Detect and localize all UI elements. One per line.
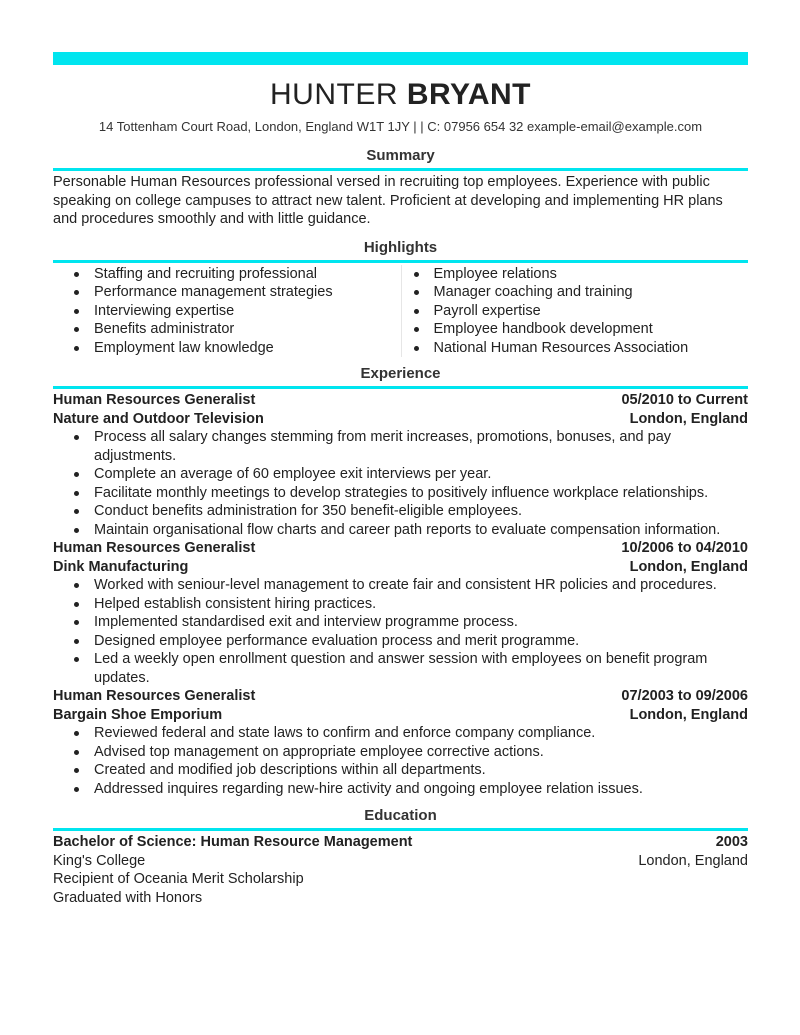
job-dates: 10/2006 to 04/2010 <box>621 540 748 556</box>
highlight-item: Staffing and recruiting professional <box>53 265 401 284</box>
highlights-right-column <box>401 265 749 358</box>
job-company-row <box>53 706 748 725</box>
job-header <box>53 391 748 410</box>
company-name: Bargain Shoe Emporium <box>53 706 223 723</box>
job-company-row <box>53 558 748 577</box>
job-header <box>53 539 748 558</box>
job-entry <box>53 391 748 539</box>
school-location: London, England <box>638 852 748 869</box>
highlight-item: Employee handbook development <box>402 320 749 339</box>
job-bullet: Process all salary changes stemming from merit increases, promotions, bonuses, and pay adjustments. <box>53 428 748 465</box>
job-bullet: Implemented standardised exit and interview programme process. <box>53 613 748 632</box>
candidate-name <box>53 78 748 112</box>
job-bullet: Worked with seniour-level management to create fair and consistent HR policies and procedures. <box>53 576 748 595</box>
job-title: Human Resources Generalist <box>53 392 256 408</box>
school-name: King's College <box>53 852 146 869</box>
education-heading: Education <box>53 807 748 831</box>
education-note: Graduated with Honors <box>53 889 203 906</box>
job-location: London, England <box>629 558 748 575</box>
experience-heading: Experience <box>53 365 748 389</box>
company-name: Nature and Outdoor Television <box>53 410 264 427</box>
highlights-columns <box>53 265 748 358</box>
degree-field: Human Resource Management <box>200 834 413 850</box>
last-name: BRYANT <box>406 78 531 111</box>
degree-row <box>53 833 748 852</box>
job-entry <box>53 539 748 687</box>
degree-name: Bachelor of Science <box>53 834 192 850</box>
job-bullet: Addressed inquires regarding new-hire activity and ongoing employee relation issues. <box>53 780 748 799</box>
contact-line: 14 Tottenham Court Road, London, England W1T 1JY | | C: 07956 654 32 example-email@example.com <box>98 119 703 134</box>
job-dates: 05/2010 to Current <box>621 392 748 408</box>
job-bullet: Advised top management on appropriate employee corrective actions. <box>53 743 748 762</box>
job-title: Human Resources Generalist <box>53 540 256 556</box>
summary-heading: Summary <box>53 147 748 171</box>
education-note: Recipient of Oceania Merit Scholarship <box>53 871 304 887</box>
job-bullet: Complete an average of 60 employee exit interviews per year. <box>53 465 748 484</box>
summary-text: Personable Human Resources professional versed in recruiting top employees. Experience with public speaking on college campuses to attract new talent. Proficient at developing and implementing HR plans and procedures smoothly and with little guidance. <box>53 174 723 227</box>
degree-line: Bachelor of Science: Human Resource Management <box>53 834 413 850</box>
job-bullet: Reviewed federal and state laws to confirm and enforce company compliance. <box>53 724 748 743</box>
job-company-row <box>53 410 748 429</box>
highlight-item: Employee relations <box>402 265 749 284</box>
job-bullet: Facilitate monthly meetings to develop strategies to positively influence workplace relationships. <box>53 484 748 503</box>
company-name: Dink Manufacturing <box>53 558 189 575</box>
highlights-heading: Highlights <box>53 239 748 263</box>
highlight-item: Performance management strategies <box>53 283 401 302</box>
job-bullet: Conduct benefits administration for 350 benefit-eligible employees. <box>53 502 748 521</box>
school-row <box>53 852 748 871</box>
job-bullet: Designed employee performance evaluation process and merit programme. <box>53 632 748 651</box>
job-dates: 07/2003 to 09/2006 <box>621 688 748 704</box>
job-bullet: Led a weekly open enrollment question and answer session with employees on benefit program updates. <box>53 650 748 687</box>
first-name: HUNTER <box>270 78 398 111</box>
highlight-item: Interviewing expertise <box>53 302 401 321</box>
highlight-item: National Human Resources Association <box>402 339 749 358</box>
job-entry <box>53 687 748 798</box>
highlight-item: Manager coaching and training <box>402 283 749 302</box>
highlight-item: Employment law knowledge <box>53 339 401 358</box>
graduation-year: 2003 <box>715 834 748 850</box>
job-title: Human Resources Generalist <box>53 688 256 704</box>
education-entry <box>53 833 748 907</box>
top-accent-bar <box>53 52 748 65</box>
job-location: London, England <box>629 410 748 427</box>
highlights-left-column <box>53 265 401 358</box>
job-header <box>53 687 748 706</box>
highlight-item: Benefits administrator <box>53 320 401 339</box>
job-bullet: Helped establish consistent hiring practices. <box>53 595 748 614</box>
job-location: London, England <box>629 706 748 723</box>
job-bullet: Created and modified job descriptions within all departments. <box>53 761 748 780</box>
resume-page <box>53 78 748 907</box>
job-bullet: Maintain organisational flow charts and career path reports to evaluate compensation information. <box>53 521 748 540</box>
highlight-item: Payroll expertise <box>402 302 749 321</box>
